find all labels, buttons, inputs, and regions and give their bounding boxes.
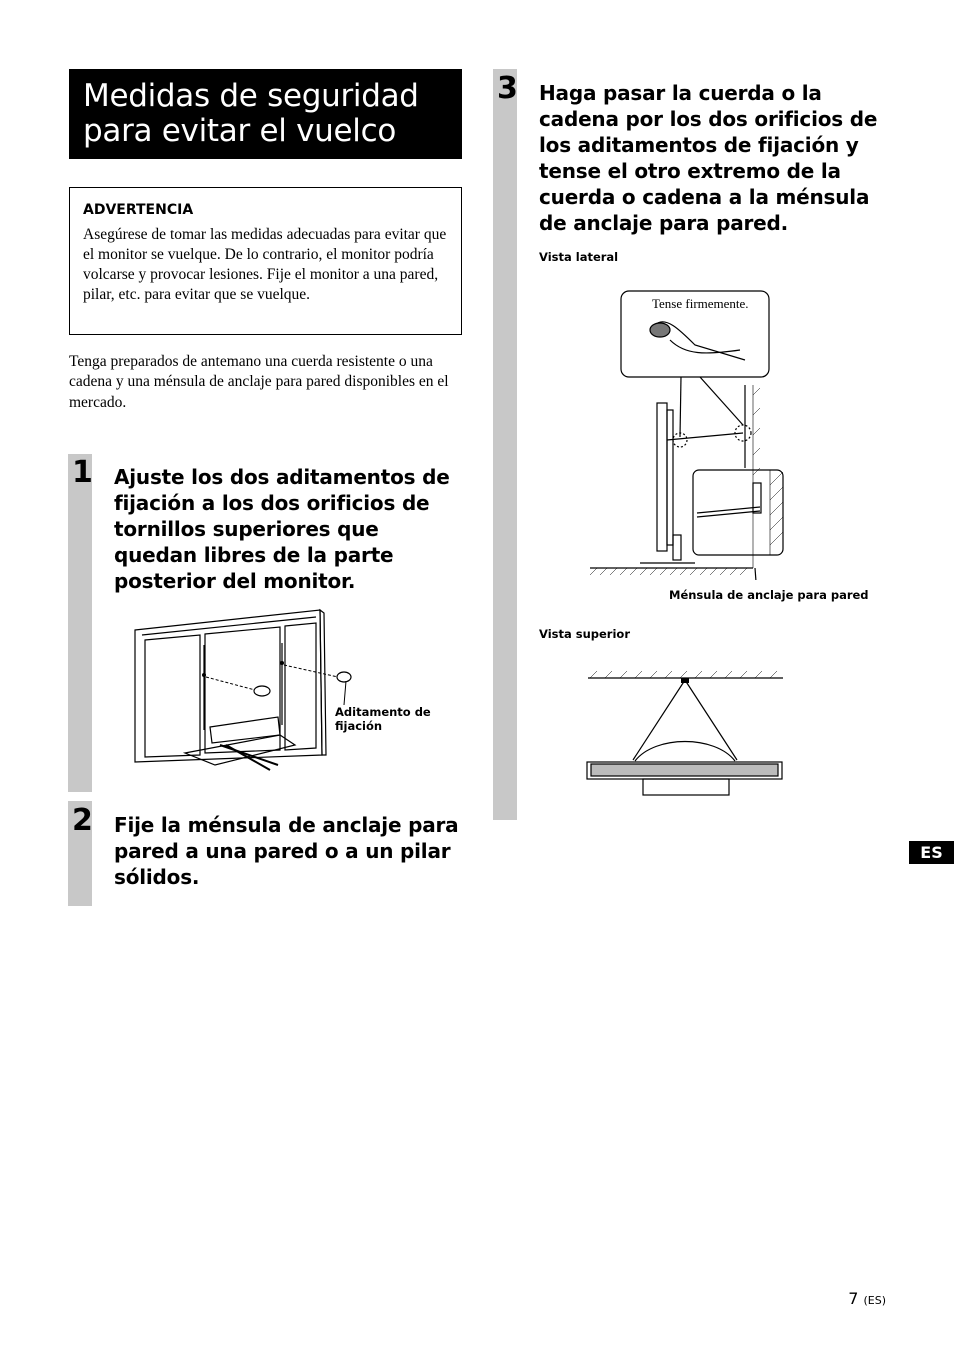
step2-number: 2 (72, 803, 93, 838)
page-number-suffix: (ES) (863, 1294, 886, 1307)
step3-number: 3 (497, 71, 518, 106)
figure-side-view (585, 285, 790, 580)
language-tab: ES (909, 841, 954, 864)
top-view-label: Vista superior (539, 627, 630, 641)
warning-body: Asegúrese de tomar las medidas adecuadas para evitar que el monitor se vuelque. De lo contrario, el monitor podría volcarse y provocar lesiones. Fije el monitor a una pared, pilar, etc. para evitar que se vuelque. (83, 226, 447, 303)
figure1-label-line2: fijación (335, 719, 383, 733)
step2-text: Fije la ménsula de anclaje para pared a una pared o a un pilar sólidos. (114, 813, 459, 889)
step3-text: Haga pasar la cuerda o la cadena por los dos orificios de los aditamentos de fijación y tense el otro extremo de la cuerda o cadena a la ménsula de anclaje para pared. (539, 81, 878, 235)
page-title-box (69, 69, 462, 159)
step3-bar (493, 69, 517, 820)
page-number-value: 7 (848, 1289, 859, 1308)
figure1-label-line1: Aditamento de (335, 705, 431, 719)
step1-text: Ajuste los dos aditamentos de fijación a los dos orificios de tornillos superiores que quedan libres de la parte posterior del monitor. (114, 465, 450, 593)
intro-paragraph: Tenga preparados de antemano una cuerda resistente o una cadena y una ménsula de anclaje para pared disponibles en el mercado. (69, 353, 449, 411)
step1-bar (68, 454, 92, 792)
page-number (848, 1289, 886, 1308)
step1-number: 1 (72, 455, 93, 490)
figure-monitor-back (130, 605, 430, 775)
side-view-label: Vista lateral (539, 250, 619, 264)
page-title: Medidas de seguridad para evitar el vuelco (83, 78, 419, 149)
bracket-label: Ménsula de anclaje para pared (669, 588, 869, 602)
warning-box (69, 187, 462, 335)
figure-top-view (585, 665, 785, 800)
side-view-callout: Tense firmemente. (652, 296, 749, 311)
warning-heading: ADVERTENCIA (83, 202, 194, 218)
